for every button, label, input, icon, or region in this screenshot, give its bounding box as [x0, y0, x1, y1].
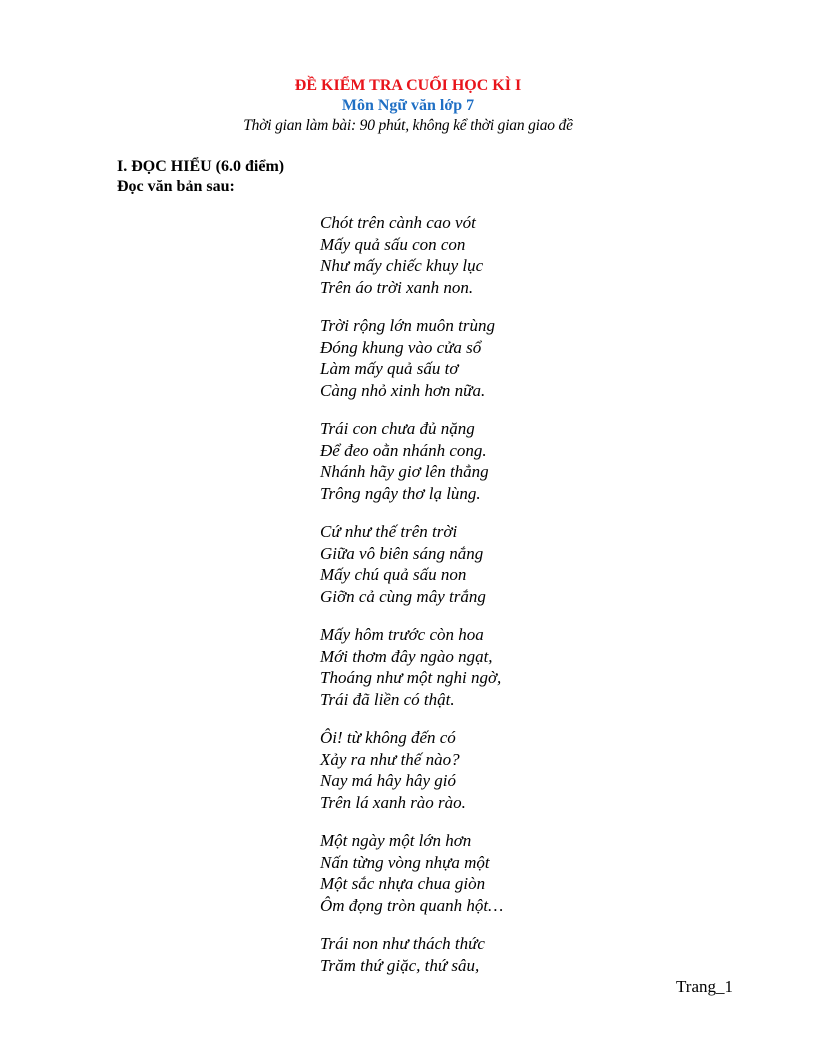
poem-stanza — [320, 212, 503, 298]
poem-line: Giữa vô biên sáng nắng — [320, 543, 484, 563]
poem-line: Trời rộng lớn muôn trùng — [320, 316, 495, 335]
poem-line: Trái đã liền có thật. — [320, 689, 455, 709]
poem-line: Nấn từng vòng nhựa một — [320, 852, 490, 872]
poem — [320, 212, 503, 993]
exam-header — [0, 76, 816, 136]
poem-line: Càng nhỏ xinh hơn nữa. — [320, 380, 486, 400]
poem-line: Trông ngây thơ lạ lùng. — [320, 483, 481, 503]
poem-line: Nay má hây hây gió — [320, 771, 456, 790]
exam-subject: Môn Ngữ văn lớp 7 — [341, 97, 475, 114]
poem-line: Mới thơm đây ngào ngạt, — [320, 646, 493, 666]
poem-line: Một sắc nhựa chua giòn — [320, 874, 486, 893]
poem-line: Trên lá xanh rào rào. — [320, 792, 466, 812]
poem-line: Trăm thứ giặc, thứ sâu, — [320, 955, 480, 975]
exam-time-note: Thời gian làm bài: 90 phút, không kể thời gian giao đề — [243, 117, 573, 134]
poem-stanza — [320, 315, 503, 401]
poem-line: Cứ như thế trên trời — [320, 522, 458, 541]
poem-line: Một ngày một lớn hơn — [320, 831, 472, 850]
poem-line: Ôi! từ không đến có — [320, 728, 456, 747]
poem-stanza — [320, 418, 503, 504]
poem-line: Thoáng như một nghi ngờ, — [320, 668, 502, 687]
section-instruction: Đọc văn bản sau: — [117, 178, 235, 195]
reading-section — [117, 157, 284, 197]
poem-line: Nhánh hãy giơ lên thẳng — [320, 462, 489, 481]
poem-line: Xảy ra như thế nào? — [320, 749, 460, 769]
poem-line: Để đeo oằn nhánh cong. — [320, 440, 487, 460]
section-heading: I. ĐỌC HIỂU (6.0 điểm) — [117, 158, 285, 175]
poem-line: Trái non như thách thức — [320, 934, 485, 953]
poem-stanza — [320, 727, 503, 813]
poem-stanza — [320, 830, 503, 916]
exam-title: ĐỀ KIỂM TRA CUỐI HỌC KÌ I — [294, 77, 522, 94]
poem-line: Đóng khung vào cửa sổ — [320, 337, 482, 357]
poem-line: Trên áo trời xanh non. — [320, 277, 474, 297]
poem-line: Làm mấy quả sấu tơ — [320, 359, 459, 378]
poem-line: Giỡn cả cùng mây trắng — [320, 586, 486, 606]
poem-stanza — [320, 624, 503, 710]
poem-line: Mấy chú quả sấu non — [320, 565, 467, 584]
poem-line: Chót trên cành cao vót — [320, 213, 476, 232]
poem-line: Như mấy chiếc khuy lục — [320, 256, 484, 275]
page-number: Trang_1 — [676, 977, 733, 996]
poem-line: Mấy hôm trước còn hoa — [320, 625, 484, 644]
poem-line: Ôm đọng tròn quanh hột… — [320, 895, 504, 915]
poem-line: Mấy quả sấu con con — [320, 234, 466, 254]
poem-stanza — [320, 521, 503, 607]
poem-line: Trái con chưa đủ nặng — [320, 419, 475, 438]
poem-stanza — [320, 933, 503, 976]
